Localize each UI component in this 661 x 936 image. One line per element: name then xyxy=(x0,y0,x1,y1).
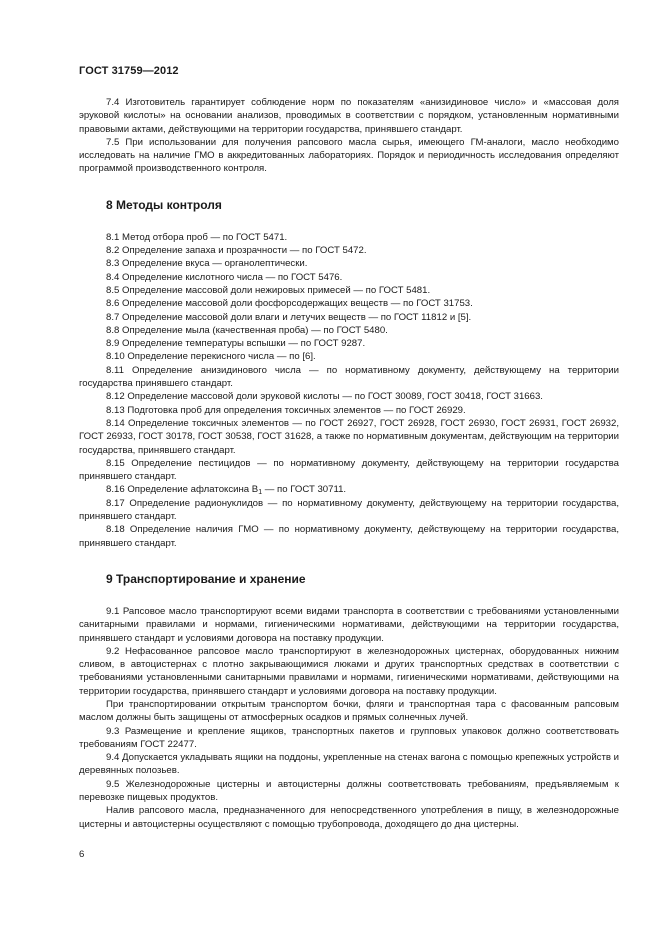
paragraph-9-4: 9.4 Допускается укладывать ящики на поддоны, укрепленные на стенах вагона с помощью крепежных устройств и деревянных полозьев. xyxy=(79,752,619,777)
paragraph-9-5: 9.5 Железнодорожные цистерны и автоцистерны должны соответствовать требованиям, предъявляемым к перевозке пищевых продуктов. xyxy=(79,778,619,804)
list-item-8-6: 8.6 Определение массовой доли фосфорсодержащих веществ — по ГОСТ 31753. xyxy=(106,298,473,310)
item-8-16-subscript: 1 xyxy=(258,489,263,497)
item-8-16-text: 8.16 Определение афлатоксина B xyxy=(106,484,259,496)
list-item-8-7: 8.7 Определение массовой доли влаги и летучих веществ — по ГОСТ 11812 и [5]. xyxy=(106,311,472,323)
page-content xyxy=(79,96,619,831)
list-item-8-11: 8.11 Определение анизидинового числа — по нормативному документу, действующему на территории государства принявшего стандарт. xyxy=(79,364,619,390)
list-item-8-3: 8.3 Определение вкуса — органолептически. xyxy=(106,258,308,270)
item-8-16-suffix: — по ГОСТ 30711. xyxy=(262,484,347,496)
page-number: 6 xyxy=(79,849,85,860)
list-item-8-18: 8.18 Определение наличия ГМО — по нормативному документу, действующему на территории государства, принявшего стандарт. xyxy=(79,524,619,549)
paragraph-9-1: 9.1 Рапсовое масло транспортируют всеми видами транспорта в соответствии с требованиями установленными санитарными правилами и нормами, гигиеническими нормативами, действующими на территории государства, принявшего стандарт и условиями договора на поставку продукции. xyxy=(79,605,619,644)
section-9-heading: 9 Транспортирование и хранение xyxy=(106,571,306,586)
section-8-heading: 8 Методы контроля xyxy=(106,197,222,212)
list-item-8-16 xyxy=(79,483,619,496)
paragraph-9-5-pouring: Налив рапсового масла, предназначенного для непосредственного употребления в пищу, в железнодорожные цистерны и автоцистерны осуществляют с помощью трубопровода, доходящего до дна цистерны. xyxy=(79,805,619,830)
paragraph-7-4: 7.4 Изготовитель гарантирует соблюдение норм по показателям «анизидиновое число» и «массовая доля эруковой кислоты» на основании анализов, проводимых в соответствии с порядком, установленным нормативными правовыми актами, действующими на территории государства, принявшего стандарт. xyxy=(79,97,619,135)
list-item-8-1: 8.1 Метод отбора проб — по ГОСТ 5471. xyxy=(106,231,288,243)
list-item-8-13: 8.13 Подготовка проб для определения токсичных элементов — по ГОСТ 26929. xyxy=(106,404,466,416)
list-item-8-9: 8.9 Определение температуры вспышки — по ГОСТ 9287. xyxy=(106,338,366,350)
list-item-8-14: 8.14 Определение токсичных элементов — по ГОСТ 26927, ГОСТ 26928, ГОСТ 26930, ГОСТ 26931, ГОСТ 26932, ГОСТ 26933, ГОСТ 30178, ГОСТ 30538, ГОСТ 31628, а также по нормативным документам, действующим на территории государства, принявшего стандарт. xyxy=(79,417,619,456)
paragraph-9-2-open-transport: При транспортировании открытым транспортом бочки, фляги и транспортная тара с фасованным рапсовым маслом должны быть защищены от атмосферных осадков и прямых солнечных лучей. xyxy=(79,698,619,724)
list-item-8-2: 8.2 Определение запаха и прозрачности — по ГОСТ 5472. xyxy=(106,245,367,257)
list-item-8-10: 8.10 Определение перекисного числа — по [6]. xyxy=(106,351,316,363)
list-item-8-17: 8.17 Определение радионуклидов — по нормативному документу, действующему на территории государства, принявшего стандарт. xyxy=(79,497,619,523)
paragraph-9-3: 9.3 Размещение и крепление ящиков, транспортных пакетов и групповых упаковок должно соответствовать требованиям ГОСТ 22477. xyxy=(79,725,619,750)
paragraph-7-5: 7.5 При использовании для получения рапсового масла сырья, имеющего ГМ-аналоги, масло необходимо исследовать на наличие ГМО в аккредитованных лабораториях. Порядок и периодичность исследования определяют программой производственного контроля. xyxy=(79,136,619,175)
list-item-8-12: 8.12 Определение массовой доли эруковой кислоты — по ГОСТ 30089, ГОСТ 30418, ГОСТ 31663. xyxy=(106,391,543,403)
list-item-8-15: 8.15 Определение пестицидов — по нормативному документу, действующему на территории государства принявшего стандарт. xyxy=(79,457,619,483)
document-code-header: ГОСТ 31759—2012 xyxy=(79,65,179,77)
list-item-8-8: 8.8 Определение мыла (качественная проба) — по ГОСТ 5480. xyxy=(106,324,388,336)
list-item-8-4: 8.4 Определение кислотного числа — по ГОСТ 5476. xyxy=(106,271,343,283)
list-item-8-5: 8.5 Определение массовой доли нежировых примесей — по ГОСТ 5481. xyxy=(106,284,431,296)
paragraph-9-2: 9.2 Нефасованное рапсовое масло транспортируют в железнодорожных цистернах, оборудованных нижним сливом, в автоцистернах с плотно закрывающимися люками и других транспортных средствах в соответствии с требованиями установленными санитарными правилами и нормами, гигиеническими нормативами, действующими на территории государства, принявшего стандарт и условиями договора на поставку продукции. xyxy=(79,645,619,697)
